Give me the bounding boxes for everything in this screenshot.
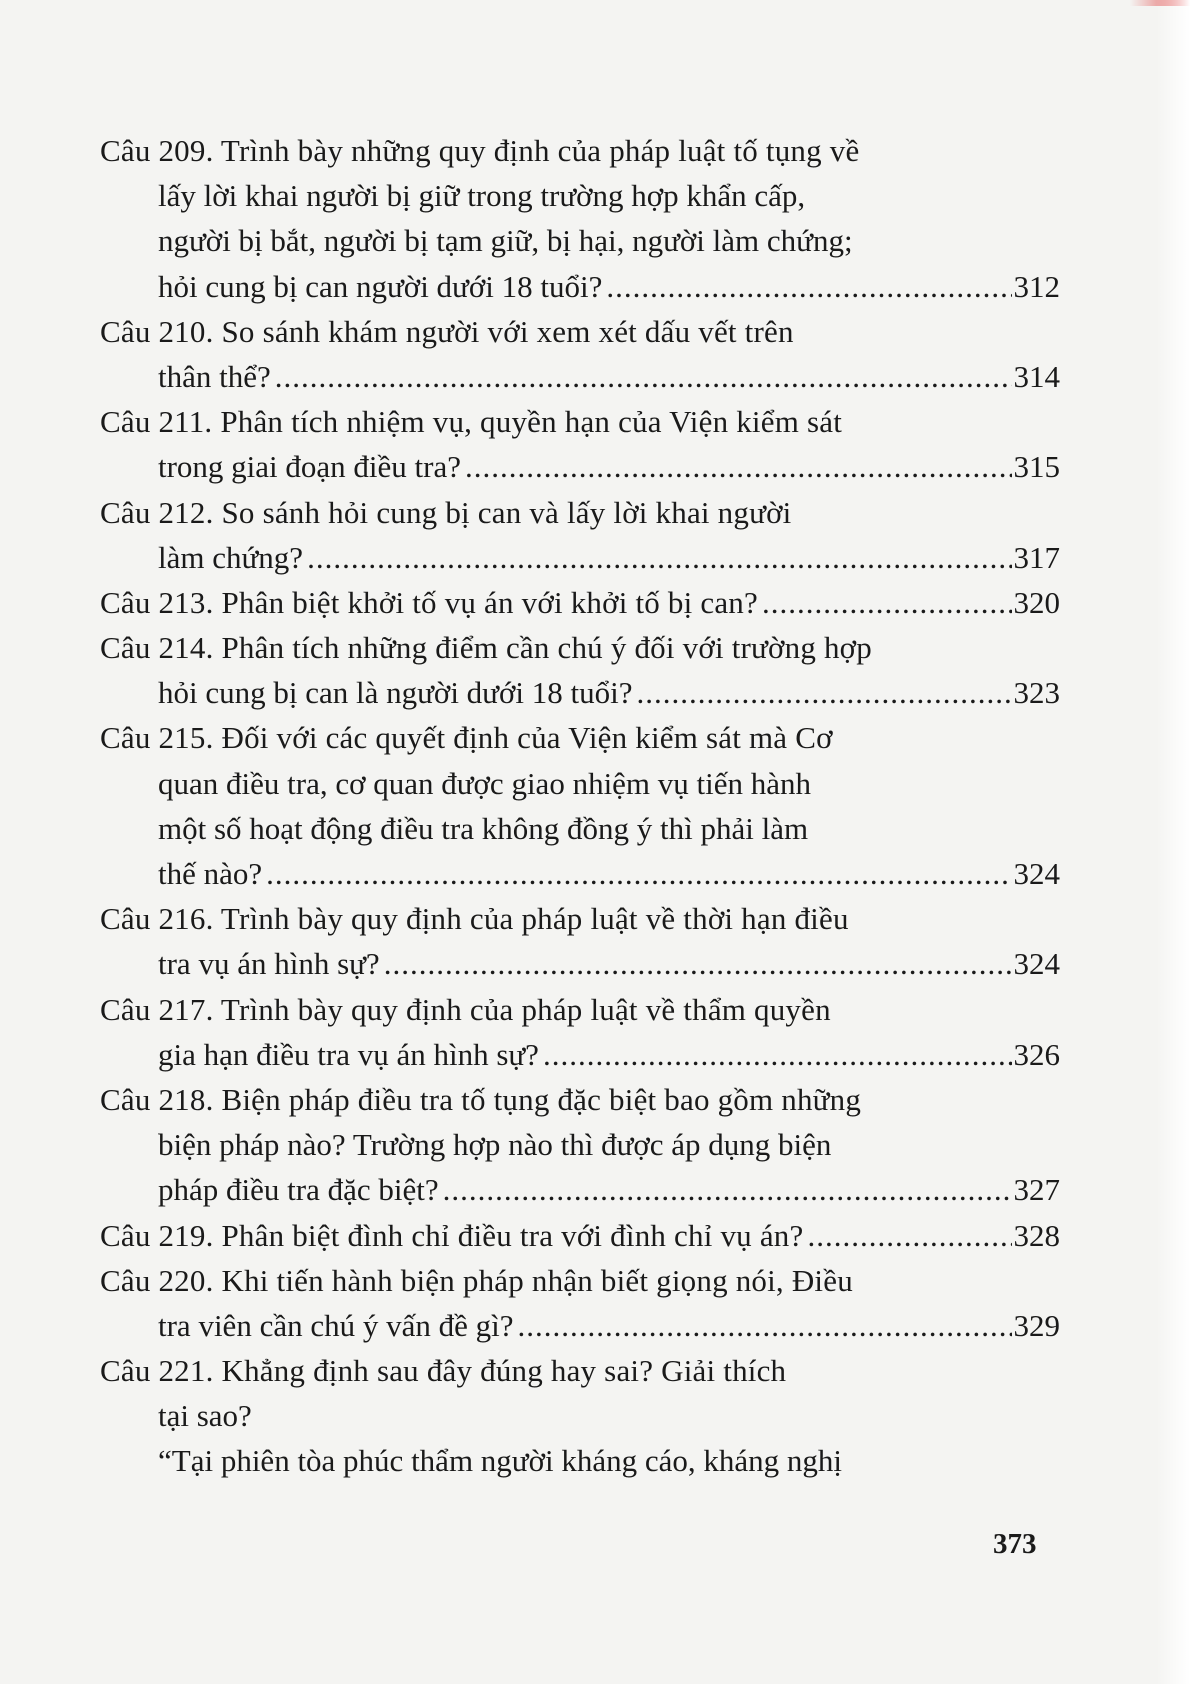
toc-entry-continuation-line	[100, 218, 1060, 263]
toc-entry	[100, 1077, 1060, 1213]
toc-entry	[100, 490, 1060, 580]
dot-leader	[443, 1167, 1012, 1212]
toc-entry	[100, 625, 1060, 715]
toc-entry-heading-line	[100, 987, 1060, 1032]
toc-entry-text: Câu 211. Phân tích nhiệm vụ, quyền hạn của Viện kiểm sát	[100, 404, 843, 440]
toc-entry-text: Câu 221. Khẳng định sau đây đúng hay sai? Giải thích	[100, 1353, 787, 1389]
toc-entry-text: lấy lời khai người bị giữ trong trường hợp khẩn cấp,	[158, 178, 806, 214]
page-number: 373	[993, 1528, 1037, 1560]
toc-entry-text: làm chứng?	[158, 539, 304, 575]
toc-entry-text: Câu 213. Phân biệt khởi tố vụ án với khởi tố bị can?	[100, 584, 758, 620]
dot-leader	[384, 941, 1012, 986]
toc-entry-text: Câu 210. So sánh khám người với xem xét dấu vết trên	[100, 313, 794, 349]
toc-page-number: 320	[1013, 584, 1060, 620]
toc-entry-heading-line	[100, 399, 1060, 444]
toc-page-number: 324	[1013, 856, 1060, 891]
toc-entry-continuation-line	[100, 941, 1060, 986]
toc-page-number: 323	[1013, 675, 1060, 711]
toc-page-number: 314	[1013, 358, 1060, 394]
toc-entry-text: một số hoạt động điều tra không đồng ý thì phải làm	[158, 810, 809, 846]
toc-entry	[100, 399, 1060, 489]
toc-entry-text: hỏi cung bị can người dưới 18 tuổi?	[158, 268, 603, 304]
toc-entry-continuation-line	[100, 535, 1060, 580]
toc-page-number: 312	[1013, 268, 1060, 304]
dot-leader	[636, 670, 1011, 715]
toc-entry-text: tại sao?	[158, 1398, 252, 1434]
toc-page-number: 329	[1013, 1307, 1060, 1343]
toc-entry-continuation-line	[100, 444, 1060, 489]
dot-leader	[465, 444, 1011, 489]
toc-entry	[100, 715, 1060, 896]
toc-entry-heading-line	[100, 490, 1060, 535]
toc-entry	[100, 896, 1060, 986]
toc-entry-text: Câu 218. Biện pháp điều tra tố tụng đặc biệt bao gồm những	[100, 1081, 862, 1117]
dot-leader	[307, 535, 1011, 580]
toc-entry-continuation-line	[100, 806, 1060, 851]
toc-page-number: 317	[1013, 539, 1060, 575]
toc-entry-heading-line	[100, 896, 1060, 941]
toc-entry-text: hỏi cung bị can là người dưới 18 tuổi?	[158, 675, 633, 711]
toc-entry-heading-line	[100, 625, 1060, 670]
toc-entry-text: Câu 219. Phân biệt đình chỉ điều tra với đình chỉ vụ án?	[100, 1217, 804, 1253]
toc-entry-heading-line	[100, 580, 1060, 625]
toc-entry-text: Câu 220. Khi tiến hành biện pháp nhận biết giọng nói, Điều	[100, 1262, 853, 1298]
toc-entry	[100, 987, 1060, 1077]
toc-entry-heading-line	[100, 128, 1060, 173]
toc-entry-text: biện pháp nào? Trường hợp nào thì được áp dụng biện	[158, 1127, 832, 1163]
toc-entry-text: Câu 214. Phân tích những điểm cần chú ý đối với trường hợp	[100, 630, 872, 666]
dot-leader	[275, 354, 1012, 399]
dot-leader	[543, 1032, 1012, 1077]
toc-entry-text: Câu 215. Đối với các quyết định của Viện kiểm sát mà Cơ	[100, 720, 833, 756]
toc-entry-continuation-line	[100, 173, 1060, 218]
toc-entry	[100, 1213, 1060, 1258]
toc-entry-heading-line	[100, 309, 1060, 354]
toc-entry-heading-line	[100, 1348, 1060, 1393]
toc-entry-text: quan điều tra, cơ quan được giao nhiệm vụ tiến hành	[158, 765, 812, 801]
toc-entry	[100, 1348, 1060, 1484]
toc-entry-continuation-line	[100, 761, 1060, 806]
toc-entry	[100, 128, 1060, 309]
toc-entry-text: tra vụ án hình sự?	[158, 946, 380, 982]
toc-entry-continuation-line	[100, 1303, 1060, 1348]
dot-leader	[807, 1213, 1011, 1258]
dot-leader	[762, 580, 1012, 625]
toc-entry	[100, 1258, 1060, 1348]
toc-entry-text: Câu 216. Trình bày quy định của pháp luật về thời hạn điều	[100, 901, 849, 937]
dot-leader	[518, 1303, 1012, 1348]
toc-entry-text: Câu 217. Trình bày quy định của pháp luật về thẩm quyền	[100, 991, 831, 1027]
toc-page-number: 326	[1013, 1036, 1060, 1072]
toc-entry	[100, 580, 1060, 625]
toc-entry-text: thế nào?	[158, 856, 263, 891]
toc-entry-continuation-line	[100, 1393, 1060, 1438]
toc-entry-continuation-line	[100, 851, 1060, 896]
toc-entry-text: thân thể?	[158, 358, 271, 394]
table-of-contents	[100, 128, 1060, 1484]
toc-page-number: 328	[1013, 1217, 1060, 1253]
toc-page-number: 315	[1013, 449, 1060, 485]
toc-entry-heading-line	[100, 715, 1060, 760]
toc-entry-text: tra viên cần chú ý vấn đề gì?	[158, 1307, 514, 1343]
dot-leader	[606, 264, 1011, 309]
toc-entry-heading-line	[100, 1258, 1060, 1303]
toc-entry-continuation-line	[100, 264, 1060, 309]
toc-entry-continuation-line	[100, 354, 1060, 399]
toc-page-number: 327	[1013, 1172, 1060, 1208]
toc-entry-text: Câu 212. So sánh hỏi cung bị can và lấy lời khai người	[100, 494, 792, 530]
toc-entry	[100, 309, 1060, 399]
toc-entry-text: gia hạn điều tra vụ án hình sự?	[158, 1036, 539, 1072]
toc-page-number: 324	[1013, 946, 1060, 982]
toc-entry-heading-line	[100, 1077, 1060, 1122]
toc-entry-text: trong giai đoạn điều tra?	[158, 449, 462, 485]
dot-leader	[266, 851, 1011, 896]
toc-entry-continuation-line	[100, 1122, 1060, 1167]
toc-entry-text: pháp điều tra đặc biệt?	[158, 1172, 439, 1208]
toc-entry-continuation-line	[100, 1167, 1060, 1212]
toc-entry-continuation-line	[100, 670, 1060, 715]
toc-entry-continuation-line	[100, 1438, 1060, 1483]
page-right-edge	[1156, 0, 1190, 1684]
toc-entry-text: người bị bắt, người bị tạm giữ, bị hại, người làm chứng;	[158, 223, 853, 259]
toc-entry-text: “Tại phiên tòa phúc thẩm người kháng cáo, kháng nghị	[158, 1443, 843, 1479]
toc-entry-continuation-line	[100, 1032, 1060, 1077]
toc-entry-text: Câu 209. Trình bày những quy định của pháp luật tố tụng về	[100, 133, 860, 168]
toc-entry-heading-line	[100, 1213, 1060, 1258]
